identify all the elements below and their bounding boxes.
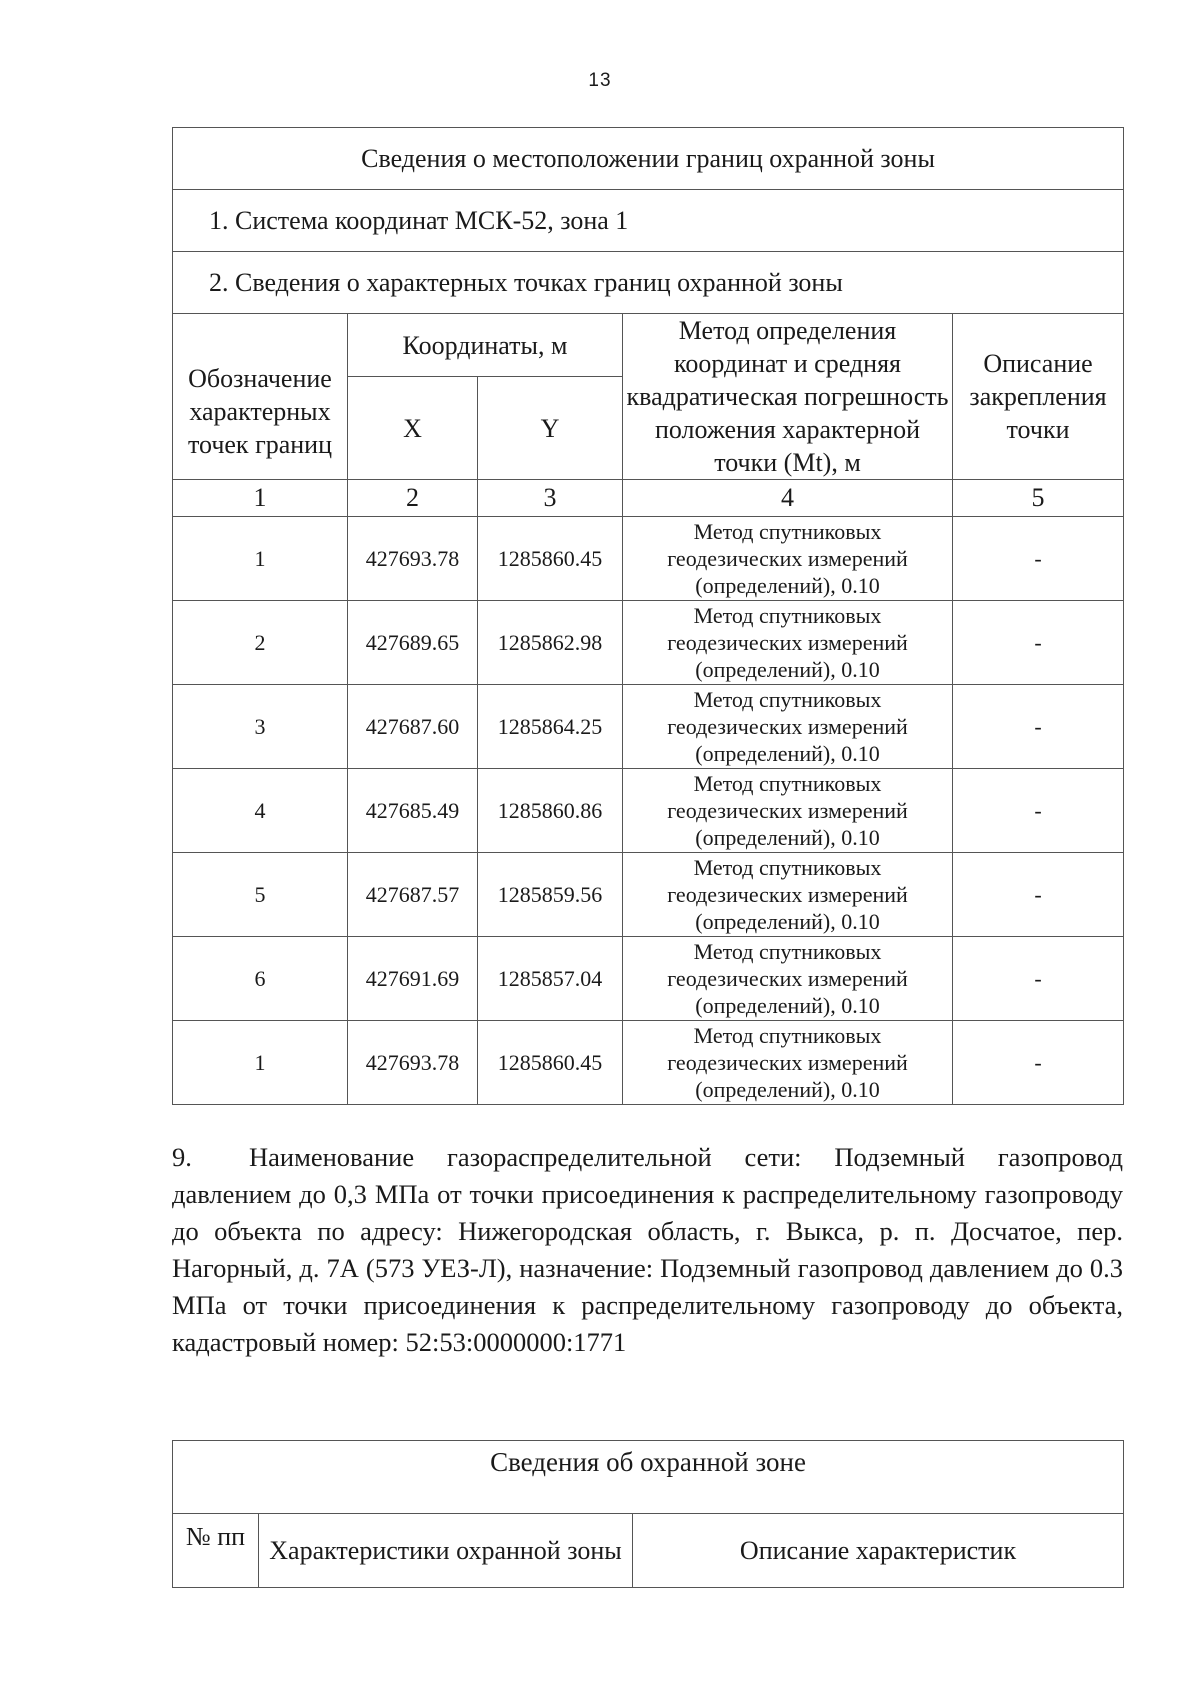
- method-header: Метод определения координат и средняя квадратическая погрешность положения характерной точки (Mt), м: [623, 314, 953, 480]
- table-row: [173, 1021, 1124, 1105]
- y-cell: 1285857.04: [478, 937, 623, 1021]
- zone-table-title: Сведения об охранной зоне: [173, 1441, 1124, 1514]
- column-number: 1: [173, 480, 348, 517]
- coordinate-system: 1. Система координат МСК-52, зона 1: [173, 190, 1124, 252]
- point-cell: 5: [173, 853, 348, 937]
- x-header: X: [348, 377, 478, 480]
- method-cell: Метод спутниковых геодезических измерений (определений), 0.10: [623, 853, 953, 937]
- point-cell: 1: [173, 517, 348, 601]
- point-cell: 2: [173, 601, 348, 685]
- x-cell: 427687.60: [348, 685, 478, 769]
- coordinates-header: Координаты, м: [348, 314, 623, 377]
- table-row: [173, 937, 1124, 1021]
- protection-zone-table: [172, 1440, 1124, 1588]
- y-cell: 1285864.25: [478, 685, 623, 769]
- x-cell: 427685.49: [348, 769, 478, 853]
- description-cell: -: [953, 517, 1124, 601]
- column-number: 3: [478, 480, 623, 517]
- description-cell: -: [953, 853, 1124, 937]
- table-row: [173, 685, 1124, 769]
- method-cell: Метод спутниковых геодезических измерений (определений), 0.10: [623, 517, 953, 601]
- page-number: 13: [588, 70, 612, 91]
- x-cell: 427691.69: [348, 937, 478, 1021]
- table-row: [173, 769, 1124, 853]
- description-cell: -: [953, 769, 1124, 853]
- description-cell: -: [953, 937, 1124, 1021]
- column-number: 4: [623, 480, 953, 517]
- method-cell: Метод спутниковых геодезических измерений (определений), 0.10: [623, 1021, 953, 1105]
- method-cell: Метод спутниковых геодезических измерений (определений), 0.10: [623, 601, 953, 685]
- x-cell: 427693.78: [348, 1021, 478, 1105]
- table-row: [173, 601, 1124, 685]
- characteristics-header: Характеристики охранной зоны: [259, 1514, 633, 1588]
- x-cell: 427687.57: [348, 853, 478, 937]
- method-cell: Метод спутниковых геодезических измерений (определений), 0.10: [623, 769, 953, 853]
- section-number: 9.: [172, 1142, 192, 1172]
- column-number: 2: [348, 480, 478, 517]
- description-header: Описание закрепления точки: [953, 314, 1124, 480]
- column-number: 5: [953, 480, 1124, 517]
- description-cell: -: [953, 685, 1124, 769]
- point-cell: 3: [173, 685, 348, 769]
- y-cell: 1285859.56: [478, 853, 623, 937]
- point-cell: 6: [173, 937, 348, 1021]
- y-cell: 1285860.45: [478, 517, 623, 601]
- section-text: Наименование газораспределительной сети: Подземный газопровод давлением до 0,3 МПа от точки присоединения к распределительному газопроводу до объекта по адресу: Нижегородская область, г. Выкса, р. п. Досчатое, пер. Нагорный, д. 7А (573 УЕЗ-Л), назначение: Подземный газопровод давлением до 0.3 МПа от точки присоединения к распределительному газопроводу до объекта, кадастровый номер: 52:53:0000000:1771: [172, 1142, 1123, 1357]
- coordinates-table-title: Сведения о местоположении границ охранной зоны: [173, 128, 1124, 190]
- table-row: [173, 853, 1124, 937]
- section-9-paragraph: [172, 1139, 1123, 1361]
- designation-header: Обозначение характерных точек границ: [173, 314, 348, 480]
- point-cell: 1: [173, 1021, 348, 1105]
- table-row: [173, 517, 1124, 601]
- coordinates-table: [172, 127, 1124, 1105]
- y-cell: 1285862.98: [478, 601, 623, 685]
- x-cell: 427693.78: [348, 517, 478, 601]
- x-cell: 427689.65: [348, 601, 478, 685]
- points-header: 2. Сведения о характерных точках границ охранной зоны: [173, 252, 1124, 314]
- number-header: № пп: [173, 1514, 259, 1588]
- method-cell: Метод спутниковых геодезических измерений (определений), 0.10: [623, 685, 953, 769]
- description-cell: -: [953, 1021, 1124, 1105]
- point-cell: 4: [173, 769, 348, 853]
- y-header: Y: [478, 377, 623, 480]
- description-cell: -: [953, 601, 1124, 685]
- y-cell: 1285860.45: [478, 1021, 623, 1105]
- y-cell: 1285860.86: [478, 769, 623, 853]
- method-cell: Метод спутниковых геодезических измерений (определений), 0.10: [623, 937, 953, 1021]
- description-header: Описание характеристик: [633, 1514, 1124, 1588]
